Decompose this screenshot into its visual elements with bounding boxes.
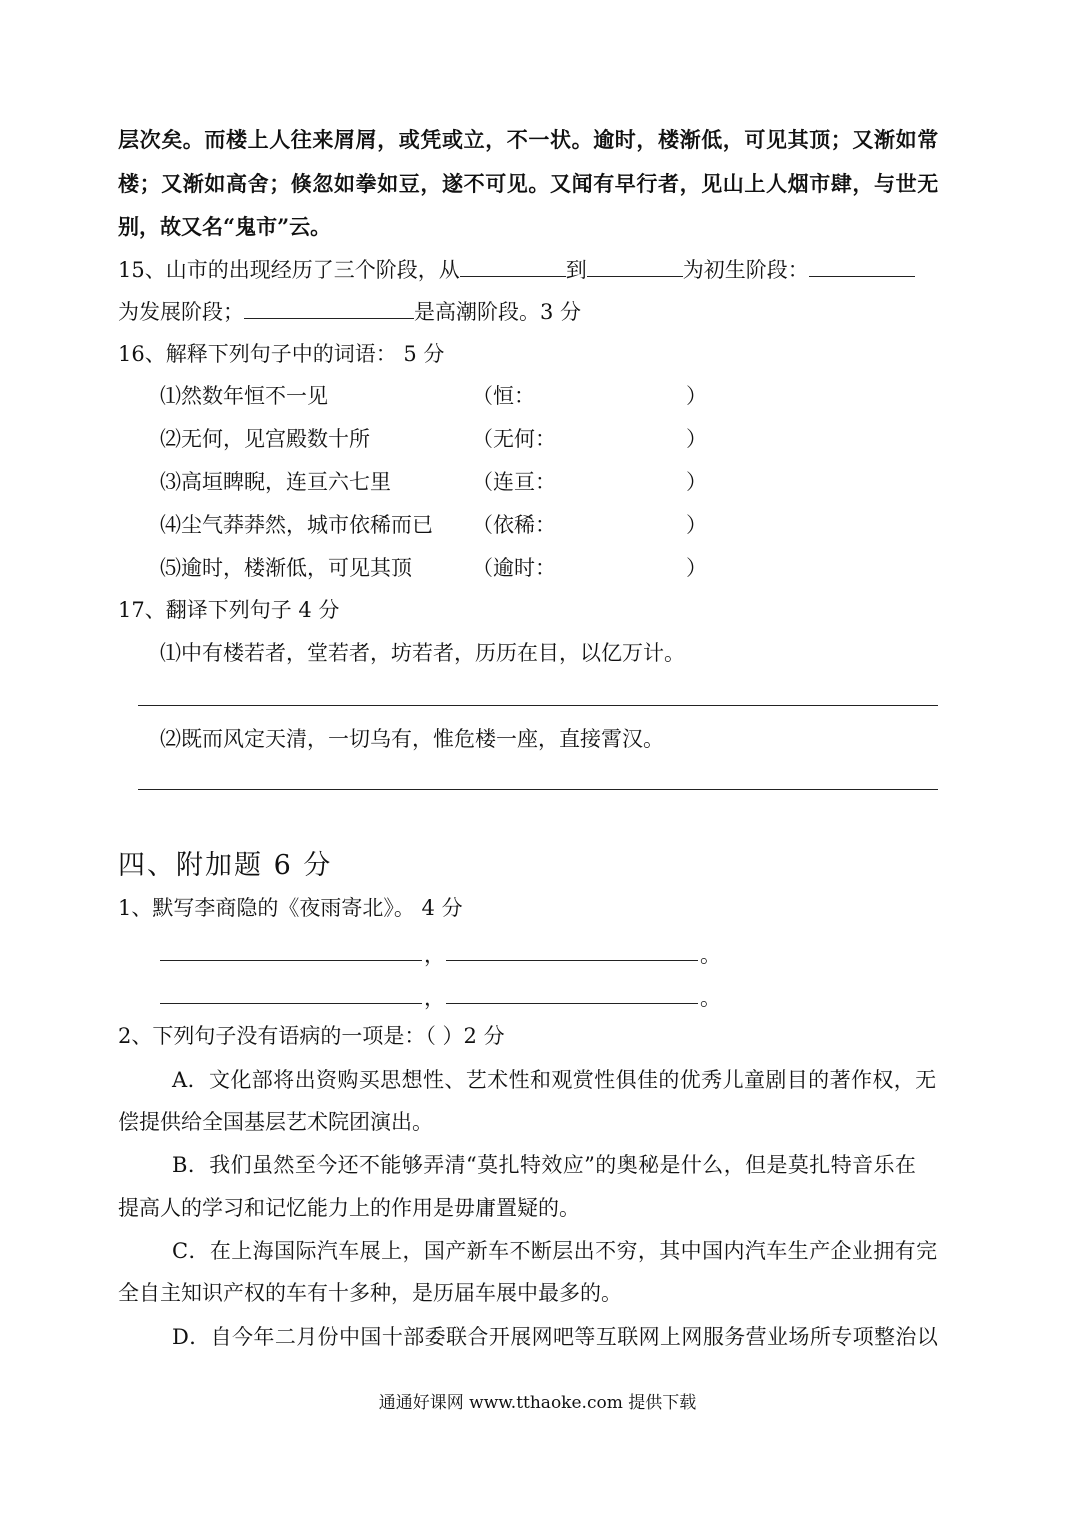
option-a-line-2: 偿提供给全国基层艺术院团演出。 (118, 1110, 433, 1134)
poem-blank-2[interactable] (446, 960, 698, 961)
q16-sentence-2: ⑵无何，见宫殿数十所 (160, 427, 370, 451)
poem-comma-2: ， (424, 986, 445, 1010)
q16-word-2: （无何： (472, 427, 556, 451)
poem-blank-1[interactable] (160, 960, 422, 961)
q16-close-2: ） (686, 427, 707, 451)
q16-word-3: （连亘： (472, 470, 556, 494)
q15-prefix: 15、山市的出现经历了三个阶段，从 (118, 258, 460, 282)
page-footer: 通通好课网 www.tthaoke.com 提供下载 (378, 1393, 697, 1413)
option-b-line-2: 提高人的学习和记忆能力上的作用是毋庸置疑的。 (118, 1196, 580, 1220)
q16-word-4: （依稀： (472, 513, 556, 537)
passage-line-1: 层次矣。而楼上人往来屑屑，或凭或立，不一状。逾时，楼渐低，可见其顶；又渐如常 (118, 127, 939, 152)
q17-answer-line-1[interactable] (138, 705, 938, 706)
option-b-line-1: B．我们虽然至今还不能够弄清“莫扎特效应”的奥秘是什么，但是莫扎特音乐在 (172, 1153, 917, 1177)
q16-word-5: （逾时： (472, 556, 556, 580)
q15-blank-2[interactable] (587, 254, 683, 277)
option-a-line-1: A．文化部将出资购买思想性、艺术性和观赏性俱佳的优秀儿童剧目的著作权，无 (172, 1068, 937, 1092)
poem-period-1: 。 (700, 943, 721, 967)
q16-word-1: （恒： (472, 384, 535, 408)
question-15-line-2 (118, 296, 581, 327)
q15-line2-suffix: 是高潮阶段。3 分 (414, 300, 582, 324)
q16-sentence-4: ⑷尘气莽莽然，城市依稀而已 (160, 513, 433, 537)
section-4-q1-prompt: 1、默写李商隐的《夜雨寄北》。 4 分 (118, 896, 463, 920)
q16-close-4: ） (686, 513, 707, 537)
passage-line-3: 别，故又名“鬼市”云。 (118, 214, 332, 239)
q16-close-3: ） (686, 470, 707, 494)
question-17-prompt: 17、翻译下列句子 4 分 (118, 598, 340, 622)
q16-sentence-3: ⑶高垣睥睨，连亘六七里 (160, 470, 391, 494)
question-16-prompt: 16、解释下列句子中的词语： 5 分 (118, 342, 445, 366)
q15-mid-1: 到 (565, 258, 587, 282)
poem-blank-4[interactable] (446, 1003, 698, 1004)
poem-comma-1: ， (424, 943, 445, 967)
q16-close-5: ） (686, 556, 707, 580)
option-d-line-1: D．自今年二月份中国十部委联合开展网吧等互联网上网服务营业场所专项整治以 (172, 1325, 939, 1349)
q15-mid-2: 为初生阶段： (682, 258, 809, 282)
question-15 (118, 254, 915, 285)
q17-answer-line-2[interactable] (138, 789, 938, 790)
q15-blank-1[interactable] (460, 254, 566, 277)
q15-line2-prefix: 为发展阶段； (118, 300, 244, 324)
q16-sentence-1: ⑴然数年恒不一见 (160, 384, 328, 408)
poem-period-2: 。 (700, 986, 721, 1010)
poem-blank-3[interactable] (160, 1003, 422, 1004)
option-c-line-1: C．在上海国际汽车展上，国产新车不断层出不穷，其中国内汽车生产企业拥有完 (172, 1239, 938, 1263)
q17-sentence-1: ⑴中有楼若者，堂若者，坊若者，历历在目，以亿万计。 (160, 641, 685, 665)
q15-blank-4[interactable] (244, 296, 414, 319)
q16-close-1: ） (686, 384, 707, 408)
q15-blank-3[interactable] (809, 254, 915, 277)
passage-line-2: 楼；又渐如高舍；倏忽如拳如豆，遂不可见。又闻有早行者，见山上人烟市肆，与世无 (118, 171, 939, 196)
section-4-q2-prompt: 2、下列句子没有语病的一项是：（ ）2 分 (118, 1024, 505, 1048)
option-c-line-2: 全自主知识产权的车有十多种，是历届车展中最多的。 (118, 1281, 622, 1305)
section-4-title: 四、附加题 6 分 (118, 850, 333, 881)
q16-sentence-5: ⑸逾时，楼渐低，可见其顶 (160, 556, 412, 580)
q17-sentence-2: ⑵既而风定天清，一切乌有，惟危楼一座，直接霄汉。 (160, 727, 664, 751)
